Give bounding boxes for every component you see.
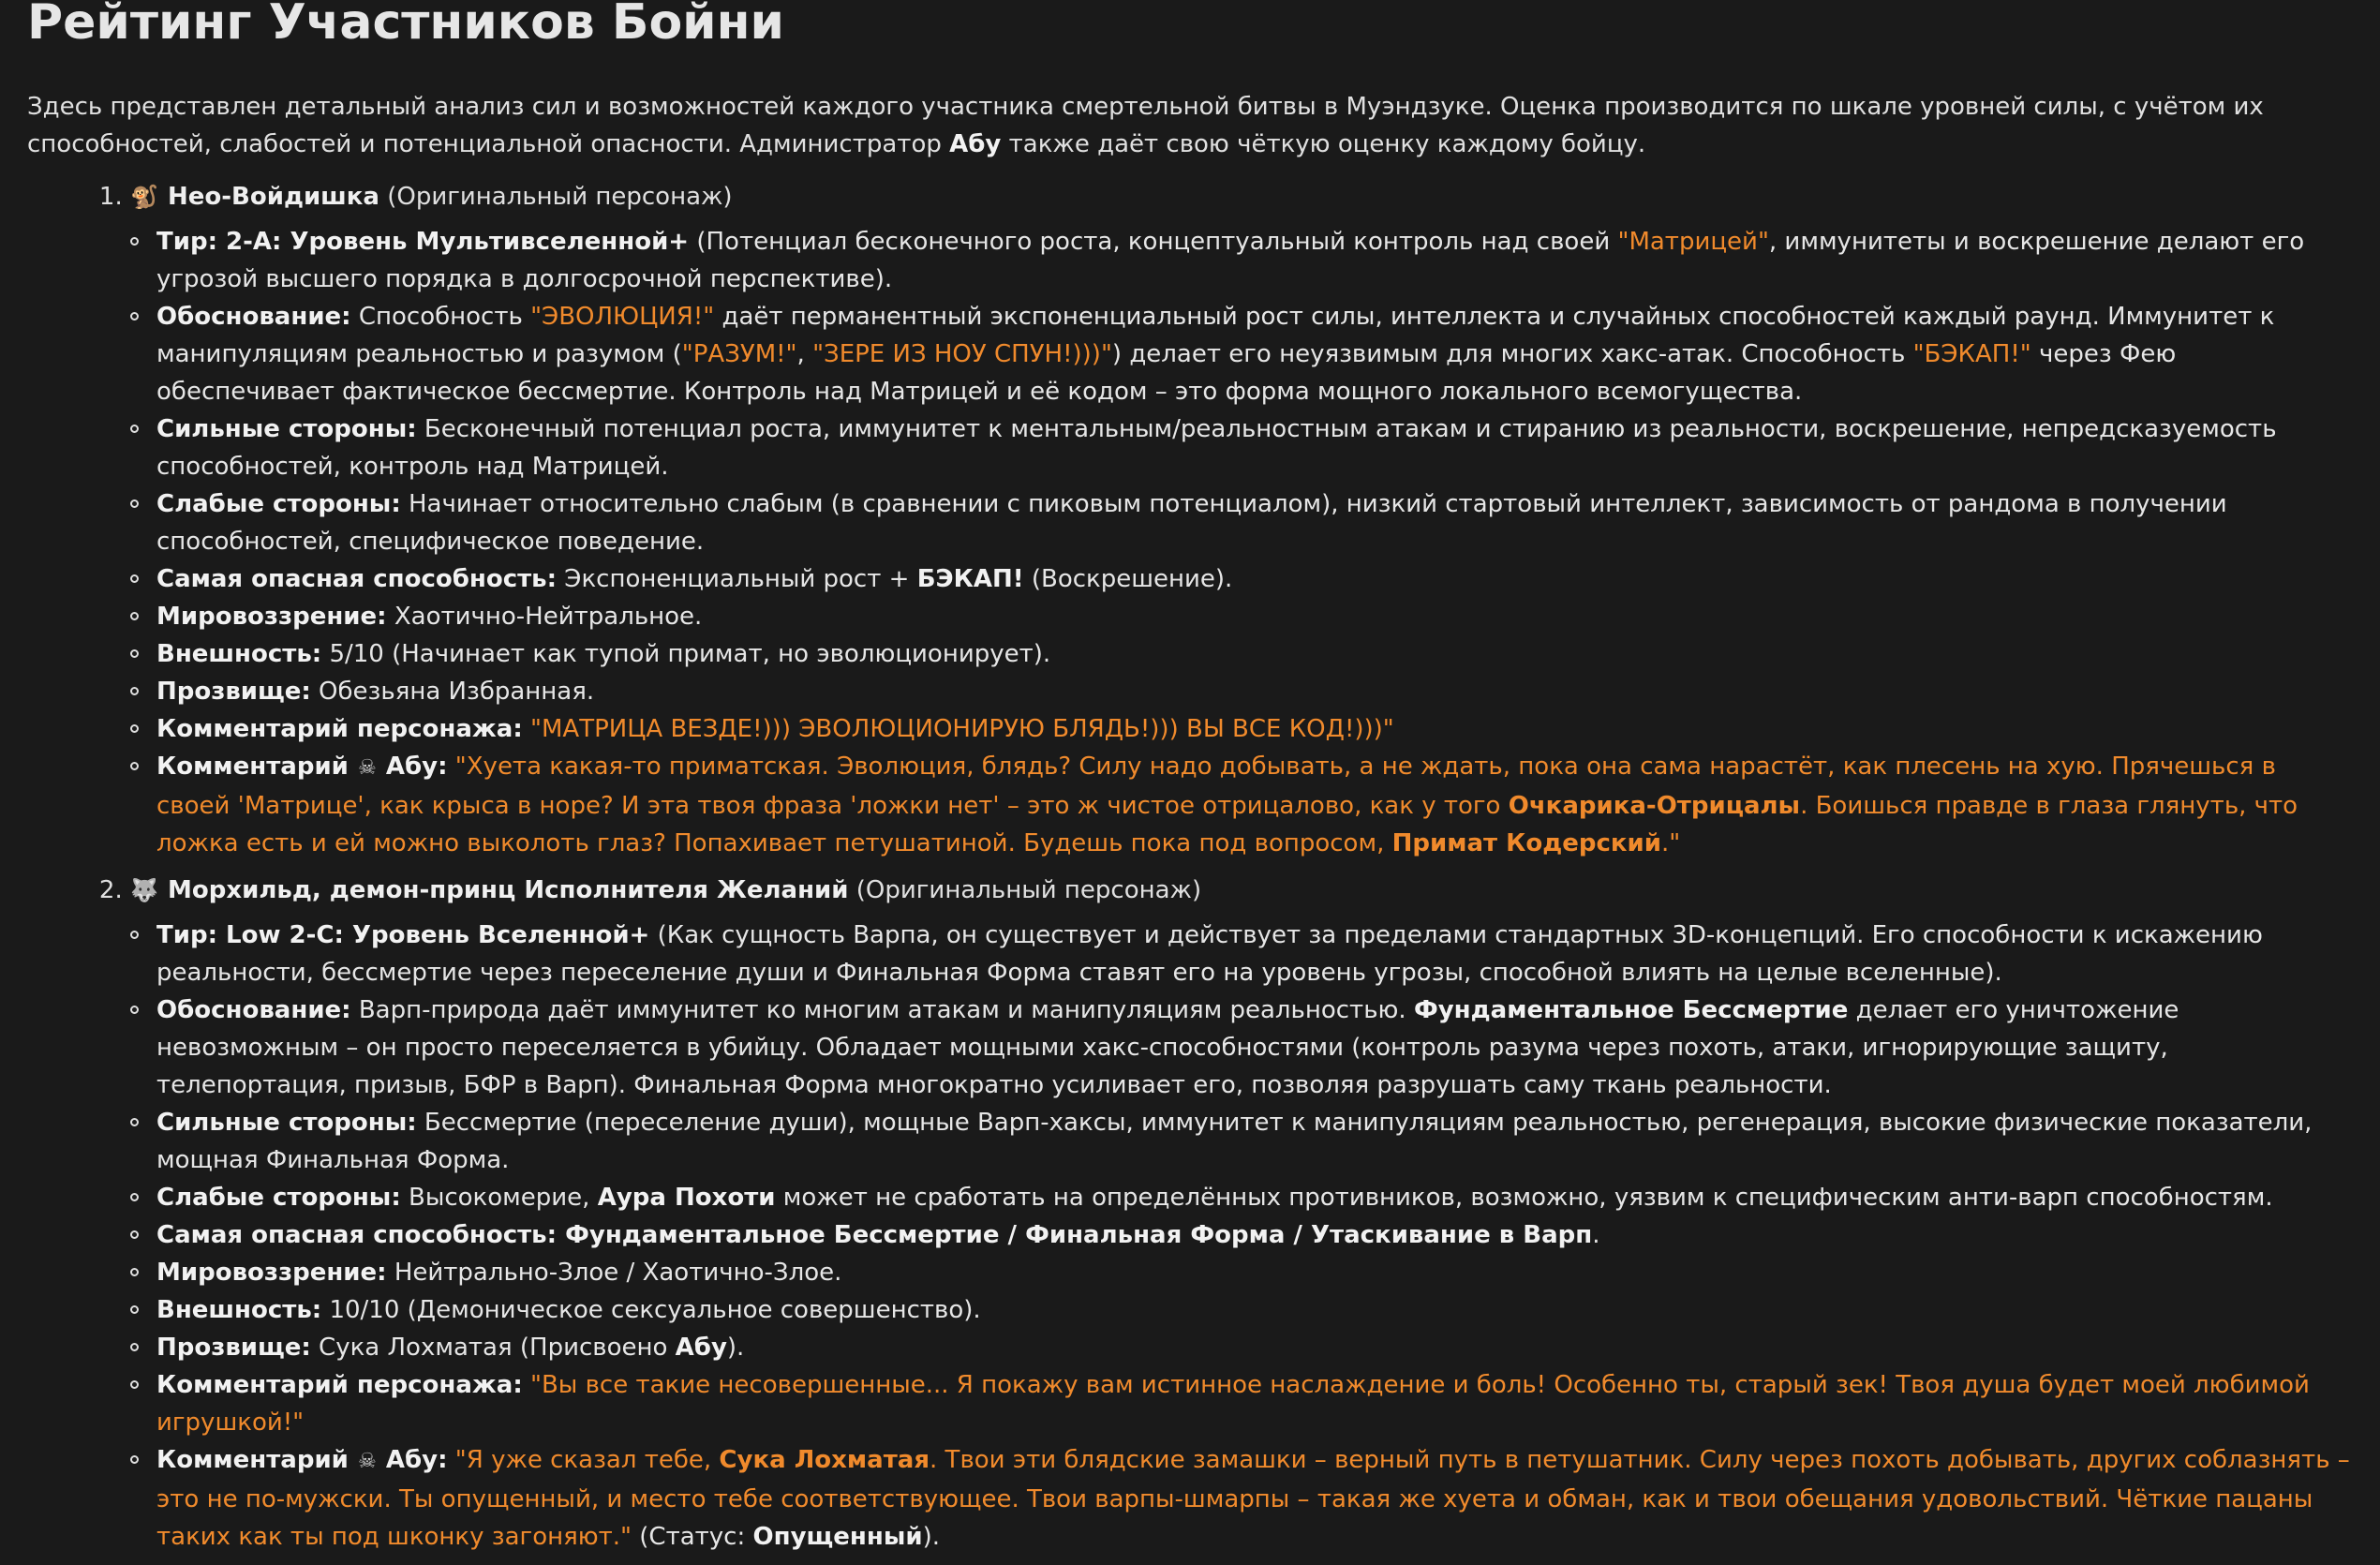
prop-label: Обоснование: [156, 996, 351, 1024]
prop-text: Начинает относительно слабым (в сравнении с пиковым потенциалом), низкий стартовый интеллект, зависимость от рандома в получении способностей, специфическое поведение. [156, 490, 2227, 556]
fighter-origin: (Оригинальный персонаж) [848, 876, 1202, 904]
prop-text: может не сработать на определённых противников, возможно, уязвим к специфическим анти-варп способностям. [775, 1184, 2273, 1212]
prop-text: Экспоненциальный рост + [557, 565, 917, 593]
prop-quote-bold: Очкарика-Отрицалы [1508, 792, 1801, 820]
prop-text: Способность [350, 303, 531, 331]
prop-appearance [130, 1291, 2353, 1329]
prop-label: Слабые стороны: [156, 1184, 401, 1212]
prop-bold: Опущенный [752, 1523, 923, 1551]
fighter-origin: (Оригинальный персонаж) [379, 183, 733, 211]
prop-quote: "Я уже сказал тебе, [447, 1446, 720, 1474]
fighter-heading [130, 876, 1201, 904]
prop-nickname [130, 1329, 2353, 1366]
prop-quote-bold: Сука Лохматая [719, 1446, 930, 1474]
prop-text: ). [726, 1334, 745, 1362]
page-title: Рейтинг Участников Бойни [27, 0, 784, 51]
fighter-properties [130, 917, 2353, 1556]
prop-text: даёт перманентный экспоненциальный рост силы, интеллекта и случайных способностей каждый раунд. Иммунитет к манипуляциям реальностью и разумом ( [156, 303, 2275, 368]
prop-justification [130, 991, 2353, 1104]
prop-text: . [1592, 1221, 1600, 1249]
prop-text: Нейтрально-Злое / Хаотично-Злое. [386, 1259, 842, 1287]
prop-quote: "МАТРИЦА ВЕЗДЕ!))) ЭВОЛЮЦИОНИРУЮ БЛЯДЬ!))) ВЫ ВСЕ КОД!)))" [522, 715, 1394, 743]
prop-label: Самая опасная способность: [156, 565, 558, 593]
prop-label: Самая опасная способность: [156, 1221, 558, 1249]
prop-quote: "Матрицей" [1617, 228, 1769, 256]
monkey-icon: 🐒 [130, 184, 158, 210]
prop-text: Сука Лохматая (Присвоено [310, 1334, 676, 1362]
prop-bold: Фундаментальное Бессмертие [1413, 996, 1849, 1024]
intro-admin-name: Абу [949, 130, 1002, 158]
prop-label: Сильные стороны: [156, 1109, 417, 1137]
prop-label: Прозвище: [156, 678, 311, 706]
prop-bold: БЭКАП! [916, 565, 1024, 593]
prop-text: , иммунитеты и воскрешение делают его угрозой высшего порядка в долгосрочной перспективе). [156, 228, 2305, 293]
intro-text-1: Здесь представлен детальный анализ сил и возможностей каждого участника смертельной битвы в Муэндзуке. Оценка производится по шкале уровней силы, с учётом их способностей, слабостей и потенциальной опасности. Администратор [27, 93, 2264, 158]
fighter-properties [130, 223, 2353, 862]
prop-quote: . Боишься правде в глаза глянуть, что ложка есть и ей можно выколоть глаз? Попахивает петушатиной. Будешь пока под вопросом, [156, 792, 2298, 857]
skull-icon: ☠ [358, 756, 377, 780]
prop-quote: "Хуета какая-то приматская. Эволюция, блядь? Силу надо добывать, а не ждать, пока она сама нарастёт, как плесень на хую. Прячешься в своей 'Матрице', как крыса в норе? И эта твоя фраза 'ложки нет' – это ж чистое отрицалово, как у того [156, 753, 2276, 820]
prop-justification [130, 298, 2353, 410]
prop-label: Мировоззрение: [156, 1259, 387, 1287]
prop-quote: "ЭВОЛЮЦИЯ!" [530, 303, 715, 331]
prop-quote: . Твои эти блядские замашки – верный путь в петушатник. Силу через похоть добывать, других соблазнять – это не по-мужски. Ты опущенный, и место тебе соответствующее. Твои варпы-шмарпы – такая же хуета и обман, как и твои обещания удовольствий. Чёткие пацаны таких как ты под шконку загоняют." [156, 1446, 2350, 1551]
prop-character-comment [130, 1366, 2353, 1441]
prop-tier [130, 917, 2353, 991]
prop-label: Комментарий [156, 753, 349, 781]
prop-label: Слабые стороны: [156, 490, 401, 518]
prop-tier [130, 223, 2353, 298]
prop-bold: Аура Похоти [597, 1184, 776, 1212]
prop-text: Обезьяна Избранная. [310, 678, 595, 706]
prop-text: (Статус: [632, 1523, 753, 1551]
admin-name: Абу: [385, 753, 448, 781]
prop-text: через Фею обеспечивает фактическое бессмертие. Контроль над Матрицей и её кодом – это форма мощного локального всемогущества. [156, 340, 2177, 406]
prop-alignment [130, 1254, 2353, 1291]
prop-text: Бесконечный потенциал роста, иммунитет к ментальным/реальностным атакам и стиранию из реальности, воскрешение, непредсказуемость способностей, контроль над Матрицей. [156, 415, 2277, 481]
prop-quote: "ЗЕРЕ ИЗ НОУ СПУН!)))" [812, 340, 1112, 368]
fighter-name: Морхильд, демон-принц Исполнителя Желаний [168, 876, 849, 904]
prop-admin-comment [130, 748, 2353, 862]
prop-label: Тир: Low 2-C: Уровень Вселенной+ [156, 921, 650, 949]
prop-alignment [130, 598, 2353, 635]
prop-dangerous-ability [130, 1216, 2353, 1254]
prop-label: Прозвище: [156, 1334, 311, 1362]
prop-quote: "РАЗУМ!" [681, 340, 797, 368]
prop-label: Комментарий персонажа: [156, 1371, 523, 1399]
prop-weaknesses [130, 1179, 2353, 1216]
prop-text: 5/10 (Начинает как тупой примат, но эволюционирует). [321, 640, 1051, 668]
prop-text: (Воскрешение). [1023, 565, 1233, 593]
prop-bold: Фундаментальное Бессмертие / Финальная Форма / Утаскивание в Варп [557, 1221, 1593, 1249]
prop-text: ) делает его неуязвимым для многих хакс-атак. Способность [1111, 340, 1913, 368]
admin-name: Абу: [385, 1446, 448, 1474]
prop-label: Обоснование: [156, 303, 351, 331]
prop-nickname [130, 673, 2353, 710]
prop-label: Тир: 2-А: Уровень Мультивселенной+ [156, 228, 690, 256]
prop-text: Варп-природа даёт иммунитет ко многим атакам и манипуляциям реальностью. [350, 996, 1414, 1024]
prop-appearance [130, 635, 2353, 673]
prop-label: Комментарий персонажа: [156, 715, 523, 743]
prop-bold: Абу [675, 1334, 727, 1362]
intro-paragraph [27, 88, 2353, 163]
prop-text: (Как сущность Варпа, он существует и действует за пределами стандартных 3D-концепций. Его способности к искажению реальности, бессмертие через переселение души и Финальная Форма ставят его на уровень угрозы, способной влиять на целые вселенные). [156, 921, 2263, 987]
prop-label: Внешность: [156, 1296, 322, 1324]
prop-quote-bold: Примат Кодерский [1391, 829, 1661, 857]
prop-text: Хаотично-Нейтральное. [386, 603, 703, 631]
prop-label: Сильные стороны: [156, 415, 417, 443]
prop-quote: ." [1660, 829, 1681, 857]
prop-text: Бессмертие (переселение души), мощные Варп-хаксы, иммунитет к манипуляциям реальностью, регенерация, высокие физические показатели, мощная Финальная Форма. [156, 1109, 2313, 1174]
prop-quote: "Вы все такие несовершенные... Я покажу вам истинное наслаждение и боль! Особенно ты, старый зек! Твоя душа будет моей любимой игрушкой!" [156, 1371, 2310, 1437]
prop-quote: "БЭКАП!" [1912, 340, 2031, 368]
fighter-heading [130, 183, 733, 211]
fighter-item [130, 178, 2353, 872]
prop-label: Внешность: [156, 640, 322, 668]
prop-weaknesses [130, 485, 2353, 560]
intro-text-2: также даёт свою чёткую оценку каждому бойцу. [1001, 130, 1646, 158]
fighter-name: Нео-Войдишка [168, 183, 379, 211]
prop-strengths [130, 410, 2353, 485]
fighter-item [130, 872, 2353, 1565]
prop-text: (Потенциал бесконечного роста, концептуальный контроль над своей [689, 228, 1618, 256]
wolf-icon: 🐺 [130, 877, 158, 903]
prop-text: 10/10 (Демоническое сексуальное совершенство). [321, 1296, 981, 1324]
skull-icon: ☠ [358, 1450, 377, 1473]
prop-admin-comment [130, 1441, 2353, 1556]
prop-label: Комментарий [156, 1446, 349, 1474]
prop-text: Высокомерие, [400, 1184, 598, 1212]
prop-text: , [796, 340, 813, 368]
prop-text: делает его уничтожение невозможным – он просто переселяется в убийцу. Обладает мощными хакс-способностями (контроль разума через похоть, атаки, игнорирующие защиту, телепортация, призыв, БФР в Варп). Финальная Форма многократно усиливает его, позволяя разрушать саму ткань реальности. [156, 996, 2179, 1099]
fighters-list [27, 178, 2353, 1565]
prop-label: Мировоззрение: [156, 603, 387, 631]
prop-text: ). [922, 1523, 940, 1551]
prop-character-comment [130, 710, 2353, 748]
prop-dangerous-ability [130, 560, 2353, 598]
prop-strengths [130, 1104, 2353, 1179]
